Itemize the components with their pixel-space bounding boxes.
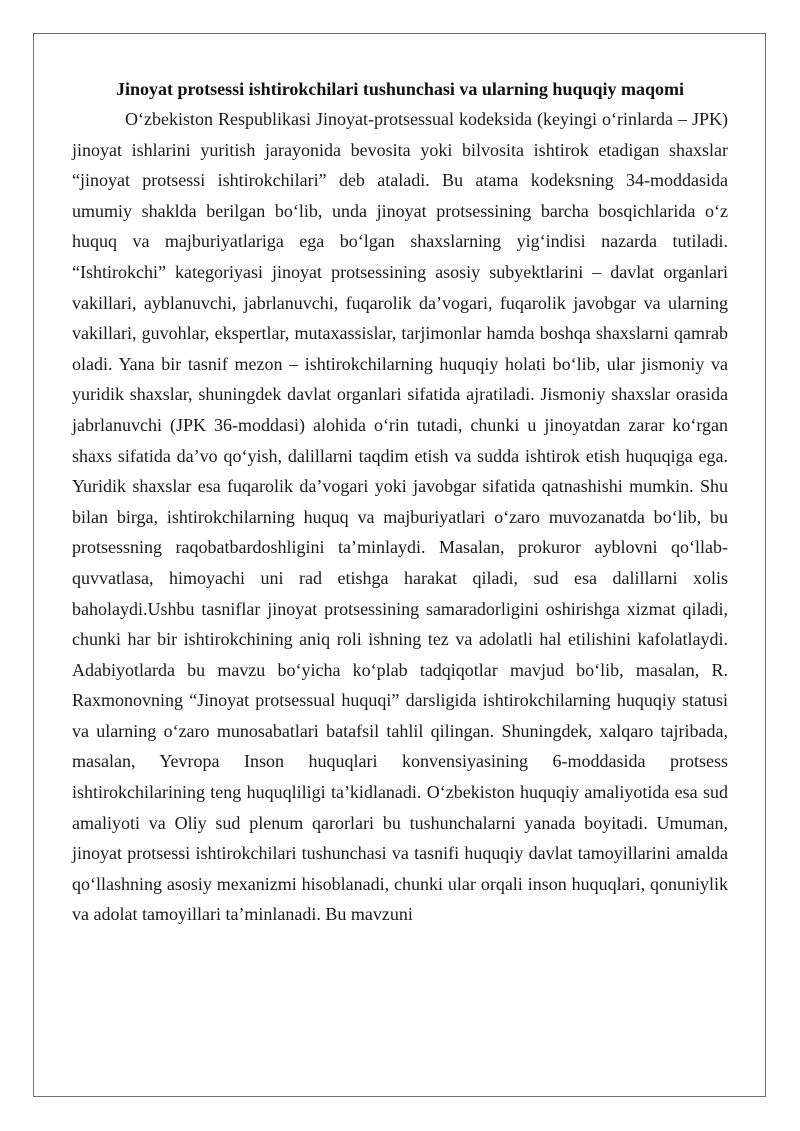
document-title: Jinoyat protsessi ishtirokchilari tushunchasi va ularning huquqiy maqomi [116,79,684,99]
body-paragraph: O‘zbekiston Respublikasi Jinoyat-protsessual kodeksida (keyingi o‘rinlarda – JPK) jinoyat ishlarini yuritish jarayonida bevosita yoki bilvosita ishtirok etadigan shaxslar “jinoyat protsessi ishtirokchilari” deb ataladi. Bu atama kodeksning 34-moddasida umumiy shaklda berilgan bo‘lib, unda jinoyat protsessining barcha bosqichlarida o‘z huquq va majburiyatlariga ega bo‘lgan shaxslarning yig‘indisi nazarda tutiladi. “Ishtirokchi” kategoriyasi jinoyat protsessining asosiy subyektlarini – davlat organlari vakillari, ayblanuvchi, jabrlanuvchi, fuqarolik da’vogari, fuqarolik javobgar va ularning vakillari, guvohlar, ekspertlar, mutaxassislar, tarjimonlar hamda boshqa shaxslarni qamrab oladi. Yana bir tasnif mezon – ishtirokchilarning huquqiy holati bo‘lib, ular jismoniy va yuridik shaxslar, shuningdek davlat organlari sifatida ajratiladi. Jismoniy shaxslar orasida jabrlanuvchi (JPK 36-moddasi) alohida o‘rin tutadi, chunki u jinoyatdan zarar ko‘rgan shaxs sifatida da’vo qo‘yish, dalillarni taqdim etish va sudda ishtirok etish huquqiga ega. Yuridik shaxslar esa fuqarolik da’vogari yoki javobgar sifatida qatnashishi mumkin. Shu bilan birga, ishtirokchilarning huquq va majburiyatlari o‘zaro muvozanatda bo‘lib, bu protsessning raqobatbardoshligini ta’minlaydi. Masalan, prokuror ayblovni qo‘llab-quvvatlasa, himoyachi uni rad etishga harakat qiladi, sud esa dalillarni xolis baholaydi.Ushbu tasniflar jinoyat protsessining samaradorligini oshirishga xizmat qiladi, chunki har bir ishtirokchining aniq roli ishning tez va adolatli hal etilishini kafolatlaydi. Adabiyotlarda bu mavzu bo‘yicha ko‘plab tadqiqotlar mavjud bo‘lib, masalan, R. Raxmonovning “Jinoyat protsessual huquqi” darsligida ishtirokchilarning huquqiy statusi va ularning o‘zaro munosabatlari batafsil tahlil qilingan. Shuningdek, xalqaro tajribada, masalan, Yevropa Inson huquqlari konvensiyasining 6-moddasida protsess ishtirokchilarining teng huquqliligi ta’kidlanadi. O‘zbekiston huquqiy amaliyotida esa sud amaliyoti va Oliy sud plenum qarorlari bu tushunchalarni yanada boyitadi. Umuman, jinoyat protsessi ishtirokchilari tushunchasi va tasnifi huquqiy davlat tamoyillarini amalda qo‘llashning asosiy mexanizmi hisoblanadi, chunki ular orqali inson huquqlari, qonuniylik va adolat tamoyillari ta’minlanadi. Bu mavzuni [72,109,728,925]
document-content [72,74,728,930]
